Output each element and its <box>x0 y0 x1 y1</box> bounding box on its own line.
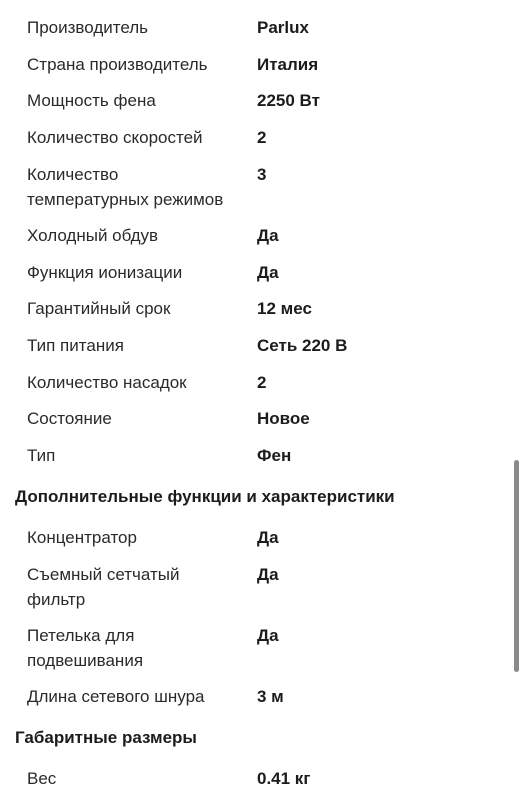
spec-value: 2 <box>257 373 267 392</box>
spec-value: 3 <box>257 165 267 184</box>
spec-label: Состояние <box>27 409 112 428</box>
spec-value: Да <box>257 565 279 584</box>
spec-label: Мощность фена <box>27 91 156 110</box>
spec-label: Тип <box>27 446 56 465</box>
spec-label: Вес <box>27 769 57 788</box>
spec-value: Фен <box>257 446 292 465</box>
spec-label: Гарантийный срок <box>27 299 171 318</box>
spec-value: 0.41 кг <box>257 769 311 788</box>
spec-label: Количество температурных режимов <box>27 165 224 209</box>
spec-value: 2 <box>257 128 267 147</box>
spec-value: Италия <box>257 55 319 74</box>
spec-value: Да <box>257 226 279 245</box>
spec-label: Функция ионизации <box>27 263 183 282</box>
spec-label: Съемный сетчатый фильтр <box>27 565 180 609</box>
spec-label: Тип питания <box>27 336 124 355</box>
scrollbar[interactable] <box>514 460 519 672</box>
spec-label: Количество насадок <box>27 373 187 392</box>
spec-value: Да <box>257 528 279 547</box>
spec-value: 2250 Вт <box>257 91 320 110</box>
spec-label: Страна производитель <box>27 55 208 74</box>
spec-value: Да <box>257 626 279 645</box>
spec-label: Длина сетевого шнура <box>27 687 205 706</box>
spec-value: Новое <box>257 409 310 428</box>
spec-value: Parlux <box>257 18 309 37</box>
spec-value: 12 мес <box>257 299 312 318</box>
spec-value: 3 м <box>257 687 284 706</box>
spec-label: Количество скоростей <box>27 128 203 147</box>
spec-value: Да <box>257 263 279 282</box>
spec-label: Петелька для подвешивания <box>27 626 144 670</box>
spec-label: Холодный обдув <box>27 226 159 245</box>
spec-label: Производитель <box>27 18 149 37</box>
section-title-dimensions: Габаритные размеры <box>15 728 197 747</box>
section-title-extra-features: Дополнительные функции и характеристики <box>15 487 395 506</box>
spec-label: Концентратор <box>27 528 137 547</box>
spec-value: Сеть 220 В <box>257 336 348 355</box>
